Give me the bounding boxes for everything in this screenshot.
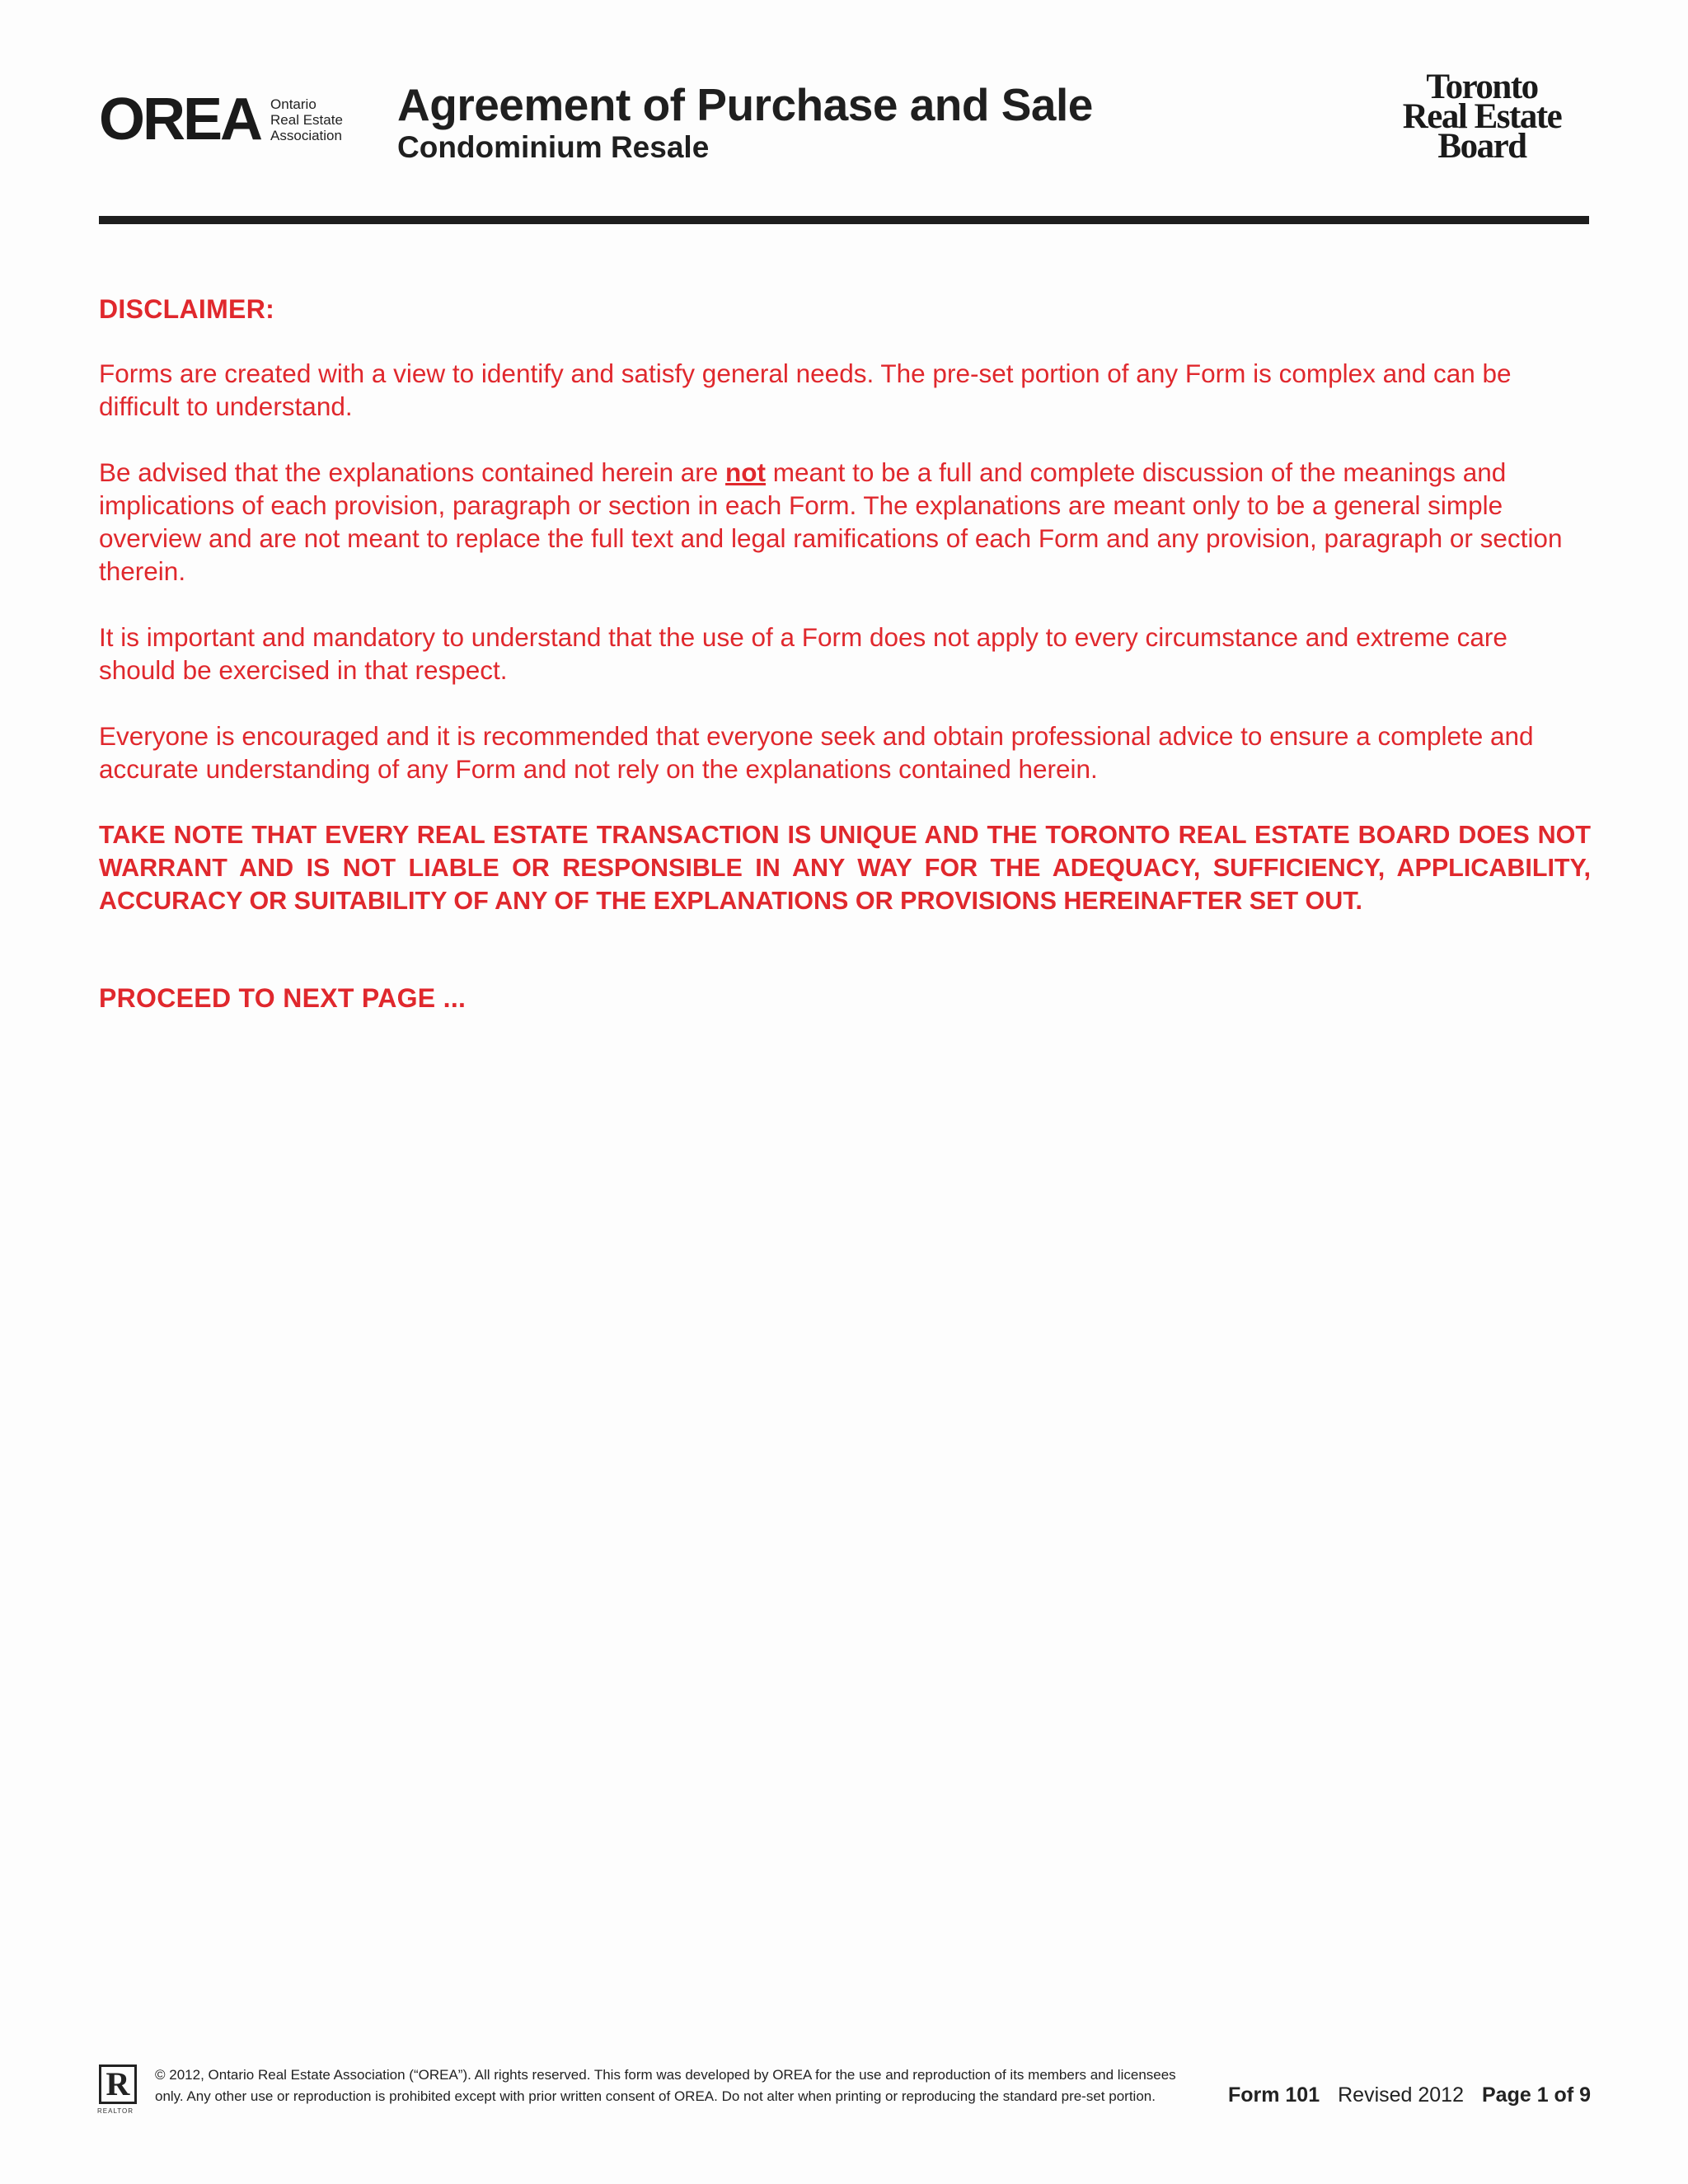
proceed-notice: PROCEED TO NEXT PAGE ... <box>99 983 467 1013</box>
orea-name-line3: Association <box>270 127 342 143</box>
orea-wordmark: OREA <box>99 87 261 152</box>
disclaimer-paragraph-3: It is important and mandatory to understand that the use of a Form does not apply to every circumstance and extreme care should be exercised in that respect. <box>99 622 1507 685</box>
trb-logo-line3: Board <box>1437 127 1526 166</box>
disclaimer-heading: DISCLAIMER: <box>99 294 275 324</box>
title-block <box>397 79 1093 165</box>
disclaimer-section <box>99 293 1591 1046</box>
page-number: Page 1 of 9 <box>1482 2083 1591 2107</box>
copyright-notice <box>155 2064 1309 2107</box>
orea-name-line1: Ontario <box>270 96 316 112</box>
revised-date: Revised 2012 <box>1338 2083 1464 2107</box>
liability-warning: TAKE NOTE THAT EVERY REAL ESTATE TRANSACTION IS UNIQUE AND THE TORONTO REAL ESTATE BOARD DOES NOT WARRANT AND IS NOT LIABLE OR RESPONSIBLE IN ANY WAY FOR THE ADEQUACY, SUFFICIENCY, APPLICABILITY, ACCURACY OR SUITABILITY OF ANY OF THE EXPLANATIONS OR PROVISIONS HEREINAFTER SET OUT. <box>99 821 1591 915</box>
orea-full-name <box>270 96 343 143</box>
header-divider <box>99 216 1589 224</box>
paragraph-2-before: Be advised that the explanations contained herein are <box>99 457 726 487</box>
paragraph-2-after: meant to be a full and complete discussion of the meanings and implications of each provision, paragraph or section in each Form. The explanations are meant only to be a general simple overview and are not meant to replace the full text and legal ramifications of each Form and any provision, paragraph or section therein. <box>99 457 1563 586</box>
emphasis-not: not <box>725 457 767 487</box>
copyright-line2: only. Any other use or reproduction is prohibited except with prior written consent of OREA. Do not alter when printing or reproducing the standard pre-set portion. <box>155 2088 1156 2104</box>
disclaimer-paragraph-1: Forms are created with a view to identify and satisfy general needs. The pre-set portion of any Form is complex and can be difficult to understand. <box>99 359 1512 421</box>
disclaimer-paragraph-4: Everyone is encouraged and it is recommended that everyone seek and obtain professional advice to ensure a complete and accurate understanding of any Form and not rely on the explanations contained herein. <box>99 721 1534 784</box>
trb-logo-line2: Real Estate <box>1402 97 1562 136</box>
document-title: Agreement of Purchase and Sale <box>397 79 1093 130</box>
realtor-logo-icon: R <box>99 2064 137 2104</box>
realtor-logo-label: REALTOR <box>97 2107 134 2115</box>
trb-logo <box>1387 68 1577 166</box>
disclaimer-paragraph-2 <box>99 456 1591 588</box>
trb-logo-line1: Toronto <box>1426 68 1538 106</box>
form-number: Form 101 <box>1227 2083 1320 2107</box>
form-info <box>1228 2083 1591 2107</box>
copyright-line1: © 2012, Ontario Real Estate Association (“OREA”). All rights reserved. This form was developed by OREA for the use and reproduction of its members and licensees <box>155 2067 1176 2083</box>
document-subtitle: Condominium Resale <box>397 130 710 164</box>
footer <box>99 2064 1591 2122</box>
orea-name-line2: Real Estate <box>270 111 343 128</box>
orea-logo <box>99 87 343 152</box>
